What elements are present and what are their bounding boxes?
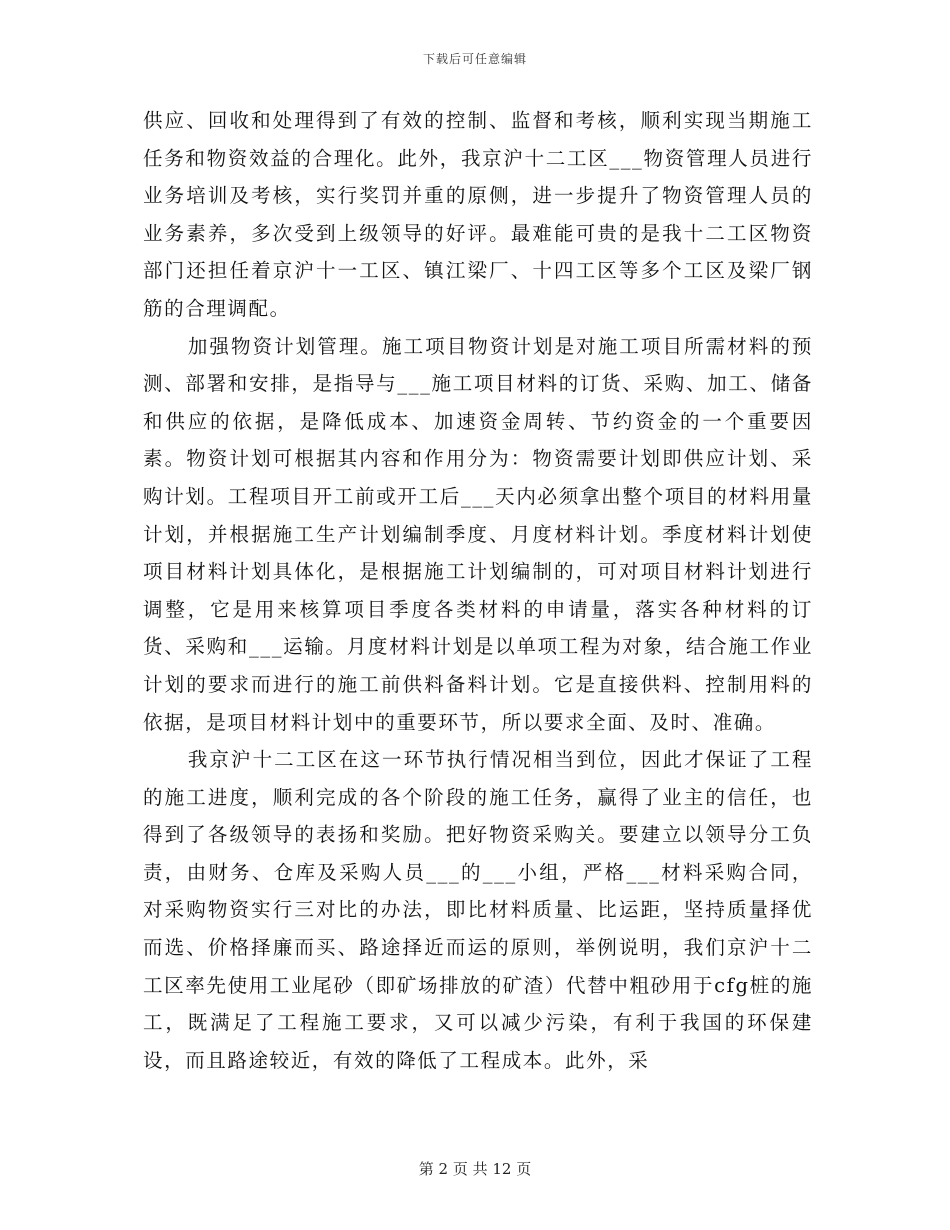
paragraph-1: 供应、回收和处理得到了有效的控制、监督和考核，顺利实现当期施工任务和物资效益的合理化。此外，我京沪十二工区___物资管理人员进行业务培训及考核，实行奖罚并重的原侧，进一步提升了物资管理人员的业务素养，多次受到上级领导的好评。最难能可贵的是我十二工区物资部门还担任着京沪十一工区、镇江梁厂、十四工区等多个工区及梁厂钢筋的合理调配。 [143, 109, 813, 320]
page-number: 第 2 页 共 12 页 [418, 1160, 532, 1178]
paragraph-3: 我京沪十二工区在这一环节执行情况相当到位，因此才保证了工程的施工进度，顺利完成的各个阶段的施工任务，赢得了业主的信任，也得到了各级领导的表扬和奖励。把好物资采购关。要建立以领导分工负责，由财务、仓库及采购人员___的___小组，严格___材料采购合同，对采购物资实行三对比的办法，即比材料质量、比运距，坚持质量择优而选、价格择廉而买、路途择近而运的原则，举例说明，我们京沪十二工区率先使用工业尾砂（即矿场排放的矿渣）代替中粗砂用于cfg桩的施工，既满足了工程施工要求，又可以减少污染，有利于我国的环保建设，而且路途较近，有效的降低了工程成本。此外，采 [143, 748, 813, 1072]
page-header: 下载后可任意编辑 [422, 52, 527, 66]
document-body [143, 102, 813, 1079]
paragraph-2: 加强物资计划管理。施工项目物资计划是对施工项目所需材料的预测、部署和安排，是指导与___施工项目材料的订货、采购、加工、储备和供应的依据，是降低成本、加速资金周转、节约资金的一个重要因素。物资计划可根据其内容和作用分为：物资需要计划即供应计划、采购计划。工程项目开工前或开工后___天内必须拿出整个项目的材料用量计划，并根据施工生产计划编制季度、月度材料计划。季度材料计划使项目材料计划具体化，是根据施工计划编制的，可对项目材料计划进行调整，它是用来核算项目季度各类材料的申请量，落实各种材料的订货、采购和___运输。月度材料计划是以单项工程为对象，结合施工作业计划的要求而进行的施工前供料备料计划。它是直接供料、控制用料的依据，是项目材料计划中的重要环节，所以要求全面、及时、准确。 [143, 334, 813, 734]
